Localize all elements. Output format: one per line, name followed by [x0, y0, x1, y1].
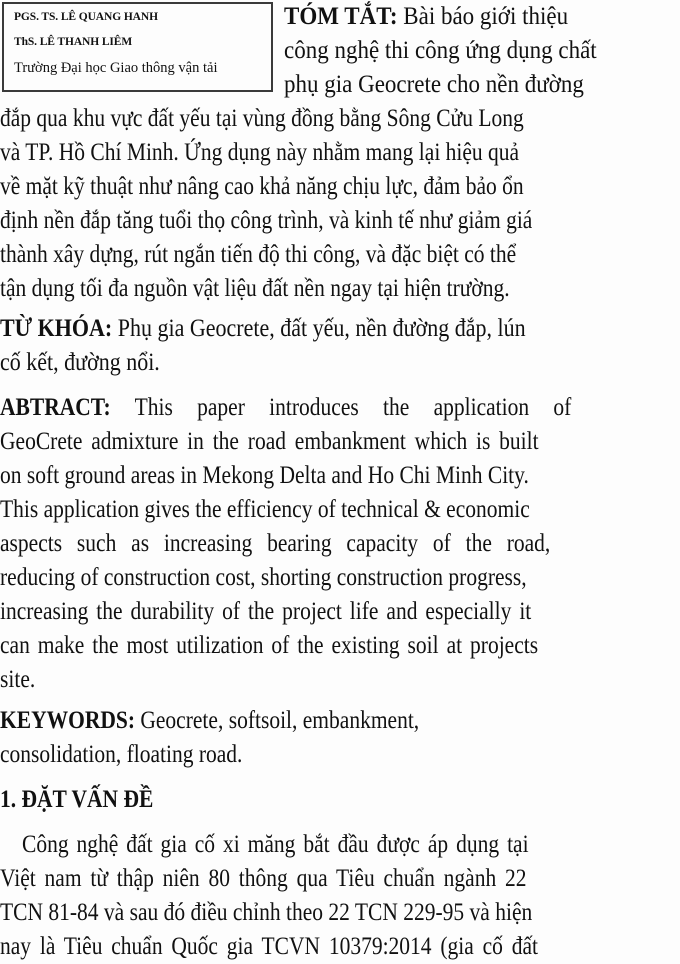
section-heading: 1. ĐẶT VẤN ĐỀ [0, 786, 154, 813]
abstract-en-line: GeoCrete admixture in the road embankment which is built [0, 428, 539, 455]
keywords-vi-line: TỪ KHÓA: Phụ gia Geocrete, đất yếu, nền đường đắp, lún [0, 315, 526, 342]
keywords-vi-line: cố kết, đường nổi. [0, 349, 160, 376]
abstract-vi-line: về mặt kỹ thuật như nâng cao khả năng chịu lực, đảm bảo ổn [0, 173, 524, 200]
abstract-vi-line: và TP. Hồ Chí Minh. Ứng dụng này nhằm mang lại hiệu quả [0, 139, 520, 166]
author-name-1: PGS. TS. LÊ QUANG HANH [14, 11, 158, 23]
author-affiliation: Trường Đại học Giao thông vận tải [14, 60, 218, 76]
abstract-en-line: on soft ground areas in Mekong Delta and Ho Chi Minh City. [0, 462, 529, 489]
author-name-2: ThS. LÊ THANH LIÊM [14, 36, 133, 48]
body-line: Công nghệ đất gia cố xi măng bắt đầu được áp dụng tại [22, 831, 529, 858]
abstract-vi-line: thành xây dựng, rút ngắn tiến độ thi công, và đặc biệt có thể [0, 241, 517, 268]
abstract-vi-label: TÓM TẮT: [284, 3, 398, 30]
author-box [2, 2, 273, 92]
keywords-vi-label: TỪ KHÓA: [0, 315, 113, 342]
keywords-en-line: consolidation, floating road. [0, 741, 243, 768]
abstract-vi-line: định nền đắp tăng tuổi thọ công trình, và kinh tế như giảm giá [0, 207, 533, 234]
abstract-vi-line: phụ gia Geocrete cho nền đường [284, 71, 584, 98]
body-line: Việt nam từ thập niên 80 thông qua Tiêu chuẩn ngành 22 [0, 865, 527, 892]
keywords-en-label: KEYWORDS: [0, 707, 135, 734]
keywords-en-line: KEYWORDS: Geocrete, softsoil, embankment, [0, 707, 420, 734]
abstract-vi-line: TÓM TẮT: Bài báo giới thiệu [284, 3, 569, 30]
abstract-en-line: reducing of construction cost, shorting construction progress, [0, 564, 527, 591]
abstract-en-line: ABTRACT: This paper introduces the application of [0, 394, 572, 421]
abstract-en-label: ABTRACT: [0, 394, 111, 421]
abstract-en-line: This application gives the efficiency of technical & economic [0, 496, 530, 523]
abstract-vi-line: tận dụng tối đa nguồn vật liệu đất nền ngay tại hiện trường. [0, 275, 510, 302]
body-line: nay là Tiêu chuẩn Quốc gia TCVN 10379:2014 (gia cố đất [0, 933, 538, 960]
abstract-en-line: can make the most utilization of the existing soil at projects [0, 632, 539, 659]
abstract-en-line: aspects such as increasing bearing capacity of the road, [0, 530, 551, 557]
abstract-vi-line: đắp qua khu vực đất yếu tại vùng đồng bằng Sông Cửu Long [0, 105, 524, 132]
abstract-en-line: increasing the durability of the project life and especially it [0, 598, 532, 625]
abstract-en-line: site. [0, 666, 36, 693]
abstract-vi-line: công nghệ thi công ứng dụng chất [284, 37, 597, 64]
body-line: TCN 81-84 và sau đó điều chỉnh theo 22 TCN 229-95 và hiện [0, 899, 533, 926]
